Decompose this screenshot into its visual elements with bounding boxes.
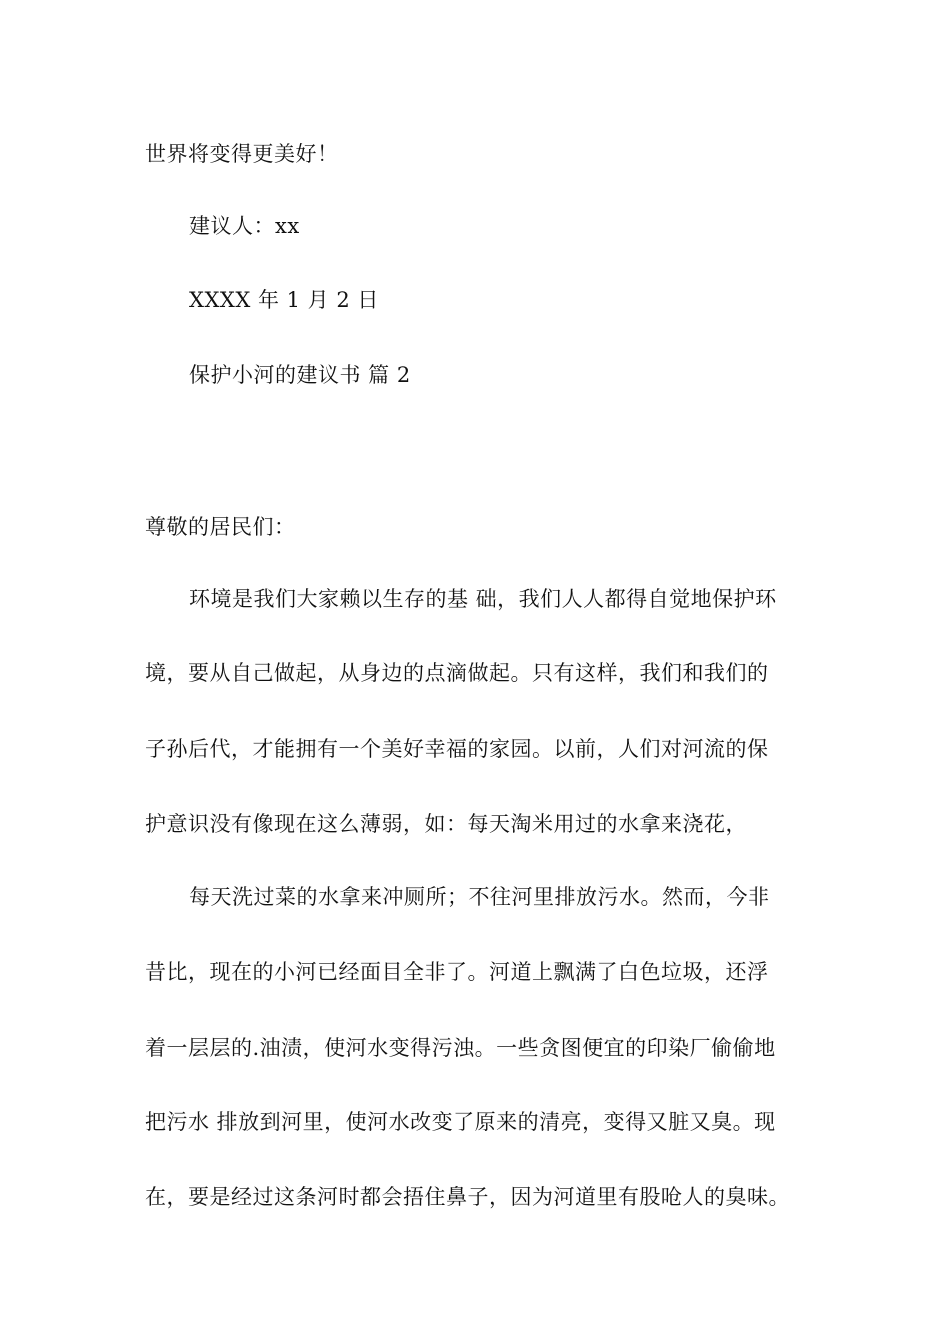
paragraph-line: 每天洗过菜的水拿来冲厕所；不往河里排放污水。然而，今非: [189, 885, 770, 909]
section-title: 保护小河的建议书 篇 2: [189, 363, 411, 387]
text-line-date: XXXX 年 1 月 2 日: [189, 288, 379, 312]
text-line-closing: 世界将变得更美好！: [145, 142, 339, 166]
paragraph-line: 护意识没有像现在这么薄弱，如：每天淘米用过的水拿来浇花，: [145, 812, 747, 836]
salutation: 尊敬的居民们：: [145, 515, 296, 539]
paragraph-line: 子孙后代，才能拥有一个美好幸福的家园。以前，人们对河流的保: [145, 737, 769, 761]
paragraph-line: 境，要从自己做起，从身边的点滴做起。只有这样，我们和我们的: [145, 661, 769, 685]
paragraph-line: 在，要是经过这条河时都会捂住鼻子，因为河道里有股呛人的臭味。: [145, 1185, 790, 1209]
paragraph-line: 着一层层的.油渍，使河水变得污浊。一些贪图便宜的印染厂偷偷地: [145, 1036, 776, 1060]
paragraph-line: 把污水 排放到河里，使河水改变了原来的清亮，变得又脏又臭。现: [145, 1110, 776, 1134]
paragraph-line: 昔比，现在的小河已经面目全非了。河道上飘满了白色垃圾，还浮: [145, 960, 769, 984]
paragraph-line: 环境是我们大家赖以生存的基 础，我们人人都得自觉地保护环: [189, 587, 777, 611]
text-line-proposer: 建议人：xx: [189, 214, 300, 238]
